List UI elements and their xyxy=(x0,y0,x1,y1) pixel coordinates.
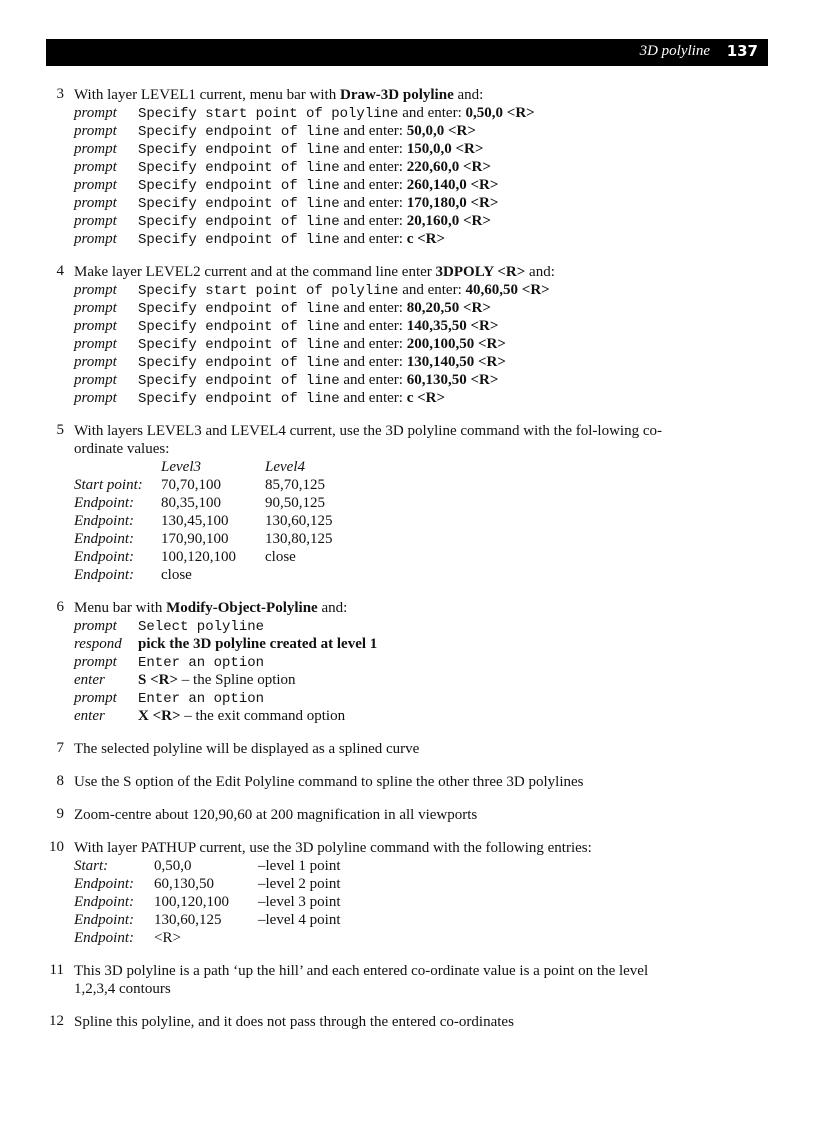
prompt-line: prompt Specify endpoint of line and enter: 150,0,0 <R> xyxy=(74,141,484,158)
prompt-line: prompt Specify endpoint of line and enter: 220,60,0 <R> xyxy=(74,159,491,176)
step-number: 11 xyxy=(49,962,64,978)
step-number: 7 xyxy=(56,740,64,756)
step-number: 9 xyxy=(56,806,64,822)
step-number: 6 xyxy=(56,599,64,615)
coordinate-table xyxy=(74,857,341,947)
step-number: 8 xyxy=(56,773,64,789)
table-row: Endpoint: 100,120,100 –level 3 point xyxy=(74,894,341,910)
prompt-line: prompt Specify start point of polyline and enter: 40,60,50 <R> xyxy=(74,282,550,299)
table-row: Endpoint: 80,35,100 90,50,125 xyxy=(74,495,325,511)
table-row: Endpoint: 60,130,50 –level 2 point xyxy=(74,876,341,892)
step-instruction: Menu bar with Modify-Object-Polyline and: xyxy=(74,600,348,616)
prompt-line: prompt Specify endpoint of line and enter: 130,140,50 <R> xyxy=(74,354,506,371)
step-11 xyxy=(0,962,816,998)
step-number: 10 xyxy=(49,839,64,855)
step-number: 4 xyxy=(56,263,64,279)
step-instruction: Make layer LEVEL2 current and at the command line enter 3DPOLY <R> and: xyxy=(74,264,555,280)
table-row: Endpoint: close xyxy=(74,567,192,583)
table-row: Endpoint: 170,90,100 130,80,125 xyxy=(74,531,333,547)
table-row: Endpoint: <R> xyxy=(74,930,181,946)
step-instruction: With layer PATHUP current, use the 3D polyline command with the following entries: xyxy=(74,840,592,856)
prompt-line: prompt Enter an option xyxy=(74,654,265,671)
step-10 xyxy=(0,839,816,947)
prompt-line: prompt Specify endpoint of line and enter: c <R> xyxy=(74,390,446,407)
page-header xyxy=(46,39,768,66)
step-instruction: This 3D polyline is a path ‘up the hill’ and each entered co-ordinate value is a point on the level 1,2,3,4 contours xyxy=(74,963,649,997)
page-number: 137 xyxy=(726,42,758,60)
step-9 xyxy=(0,806,816,824)
prompt-line: prompt Specify endpoint of line and enter: 80,20,50 <R> xyxy=(74,300,491,317)
prompt-line: prompt Specify start point of polyline and enter: 0,50,0 <R> xyxy=(74,105,535,122)
step-number: 12 xyxy=(49,1013,64,1029)
enter-line: enter S <R> – the Spline option xyxy=(74,672,296,688)
table-row: Endpoint: 130,45,100 130,60,125 xyxy=(74,513,333,529)
step-number: 5 xyxy=(56,422,64,438)
prompt-line: prompt Specify endpoint of line and enter: 20,160,0 <R> xyxy=(74,213,491,230)
step-6 xyxy=(0,599,816,725)
step-instruction: Use the S option of the Edit Polyline command to spline the other three 3D polylines xyxy=(74,774,584,790)
prompt-line: prompt Specify endpoint of line and enter: 260,140,0 <R> xyxy=(74,177,499,194)
step-7 xyxy=(0,740,816,758)
prompt-line: prompt Enter an option xyxy=(74,690,265,707)
step-12 xyxy=(0,1013,816,1031)
step-instruction: With layers LEVEL3 and LEVEL4 current, use the 3D polyline command with the fol-lowing co-ordinate values: xyxy=(74,423,662,457)
prompt-line: prompt Specify endpoint of line and enter: 140,35,50 <R> xyxy=(74,318,499,335)
page-content xyxy=(0,86,816,1046)
prompt-line: prompt Select polyline xyxy=(74,618,265,635)
table-header-row: Level3 Level4 xyxy=(161,459,305,475)
running-title: 3D polyline xyxy=(639,43,710,59)
step-instruction: Zoom-centre about 120,90,60 at 200 magnification in all viewports xyxy=(74,807,478,823)
table-row: Endpoint: 100,120,100 close xyxy=(74,549,296,565)
enter-line: enter X <R> – the exit command option xyxy=(74,708,346,724)
step-number: 3 xyxy=(56,86,64,102)
step-4 xyxy=(0,263,816,407)
prompt-line: prompt Specify endpoint of line and enter: 170,180,0 <R> xyxy=(74,195,499,212)
step-5 xyxy=(0,422,816,584)
table-row: Start point: 70,70,100 85,70,125 xyxy=(74,477,325,493)
step-8 xyxy=(0,773,816,791)
respond-line: respond pick the 3D polyline created at level 1 xyxy=(74,636,378,652)
step-3 xyxy=(0,86,816,248)
prompt-line: prompt Specify endpoint of line and enter: 50,0,0 <R> xyxy=(74,123,476,140)
prompt-line: prompt Specify endpoint of line and enter: 200,100,50 <R> xyxy=(74,336,506,353)
prompt-line: prompt Specify endpoint of line and enter: c <R> xyxy=(74,231,446,248)
coordinate-table xyxy=(74,458,333,584)
step-instruction: The selected polyline will be displayed as a splined curve xyxy=(74,741,420,757)
step-instruction: With layer LEVEL1 current, menu bar with Draw-3D polyline and: xyxy=(74,87,484,103)
table-row: Start: 0,50,0 –level 1 point xyxy=(74,858,341,874)
prompt-line: prompt Specify endpoint of line and enter: 60,130,50 <R> xyxy=(74,372,499,389)
step-instruction: Spline this polyline, and it does not pass through the entered co-ordinates xyxy=(74,1014,514,1030)
table-row: Endpoint: 130,60,125 –level 4 point xyxy=(74,912,341,928)
